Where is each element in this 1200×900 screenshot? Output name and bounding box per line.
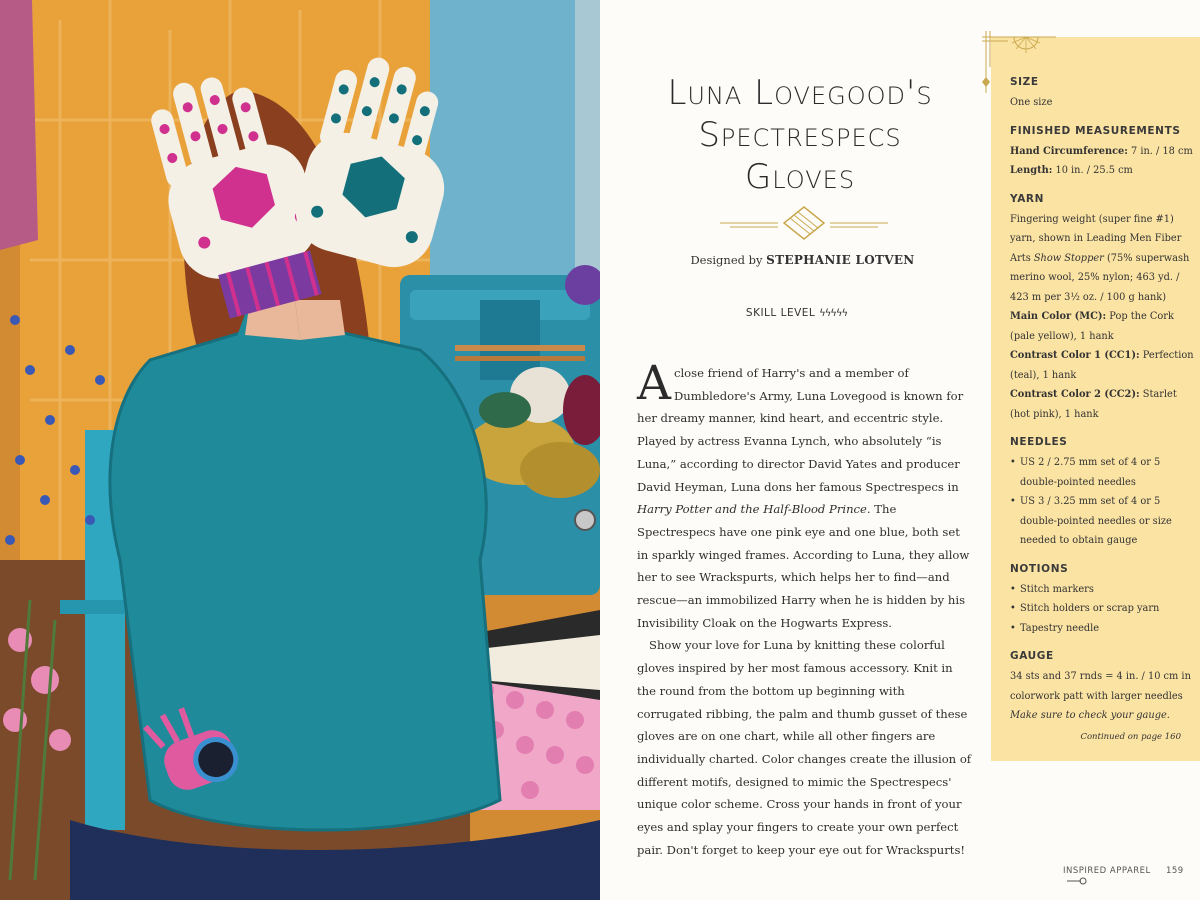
list-item: • US 2 / 2.75 mm set of 4 or 5 double-pointed needles — [1010, 453, 1195, 492]
gauge-note — [1010, 706, 1195, 726]
skill-label: SKILL LEVEL — [745, 307, 816, 319]
hand-circumference — [1010, 142, 1195, 162]
yarn-section — [1010, 193, 1195, 425]
yarn-product: Show Stopper — [1033, 252, 1104, 264]
list-item: • Stitch markers — [1010, 580, 1195, 600]
hand-value: 7 in. / 18 cm — [1127, 145, 1193, 157]
designer-prefix: Designed by — [690, 253, 763, 267]
title-ornament — [720, 205, 888, 241]
needles-heading: NEEDLES — [1010, 436, 1068, 448]
length-value: 10 in. / 25.5 cm — [1052, 165, 1133, 176]
main-color — [1010, 307, 1195, 346]
measurements-heading: FINISHED MEASUREMENTS — [1010, 124, 1181, 137]
intro-p1-text-a: close friend of Harry's and a member of Dumbledore's Army, Luna Lovegood is known for her dreamy manner, kind heart, and eccentric style. Played by actress Evanna Lynch, who absolutely “is Luna,” according to director David Yates and producer David Heyman, Luna dons her famous Spectrespecs in — [637, 366, 964, 494]
yarn-heading: YARN — [1010, 192, 1044, 205]
notions-section — [1010, 563, 1195, 639]
title-line-3: Gloves — [744, 157, 856, 197]
yarn-description — [1010, 210, 1195, 308]
gauge-note-text: Make sure to check your gauge. — [1010, 710, 1170, 721]
size-heading: SIZE — [1010, 76, 1039, 88]
cc2-value: Starlet (hot pink), 1 hank — [1010, 389, 1177, 420]
length-label: Length: — [1010, 165, 1053, 176]
page-footer — [1063, 866, 1200, 887]
measurements-section — [1010, 125, 1195, 181]
notions-list — [1010, 580, 1195, 639]
title-line-1: Luna Lovegood's — [667, 73, 933, 113]
gauge-heading: GAUGE — [1010, 650, 1054, 662]
yarn-text-a: Fingering weight (super fine #1) yarn, shown in Leading Men Fiber Arts — [1010, 213, 1182, 264]
intro-paragraph-2: Show your love for Luna by knitting these colorful gloves inspired by her most famous accessory. Knit in the round from the bottom up beginning with corrugated ribbing, the palm and thumb gusset of these gloves are on one chart, while all other fingers are individually charted. Color changes create the illusion of different motifs, designed to mimic the Spectrespecs' unique color scheme. Cross your hands in front of your eyes and splay your fingers to create your own perfect pair. Don't forget to keep your eye out for Wrackspurts! — [637, 638, 972, 857]
gauge-value: 34 sts and 37 rnds = 4 in. / 10 cm in colorwork patt with larger needles — [1010, 671, 1191, 702]
notions-heading: NOTIONS — [1010, 562, 1069, 575]
contrast-color-1 — [1010, 346, 1195, 385]
cc1-label: Contrast Color 1 (CC1): — [1010, 350, 1140, 361]
list-item: • Stitch holders or scrap yarn — [1010, 599, 1195, 619]
yarn-text-b: (75% superwash merino wool, 25% nylon; 463 yd. / 423 m per 3½ oz. / 100 g hank) — [1010, 252, 1190, 303]
intro-paragraph-1 — [637, 356, 973, 634]
arrow-right-icon — [1067, 876, 1087, 886]
drop-cap: A — [637, 356, 671, 411]
size-section — [1010, 76, 1195, 113]
footer-section: INSPIRED APPAREL — [1063, 866, 1151, 876]
mc-label: Main Color (MC): — [1010, 311, 1107, 322]
pattern-title — [620, 72, 980, 198]
needles-section — [1010, 436, 1195, 551]
mc-value: Pop the Cork (pale yellow), 1 hank — [1010, 311, 1174, 342]
hand-label: Hand Circumference: — [1010, 145, 1128, 157]
designer-name: STEPHANIE LOTVEN — [766, 253, 915, 267]
gauge-section — [1010, 650, 1195, 742]
skill-level — [620, 307, 973, 319]
cc2-label: Contrast Color 2 (CC2): — [1010, 389, 1140, 400]
sidebar-content — [1010, 76, 1195, 754]
cc1-value: Perfection (teal), 1 hank — [1010, 350, 1194, 381]
lightning-bolt-icon: ϟϟϟϟϟ — [819, 308, 848, 319]
list-item: • Tapestry needle — [1010, 619, 1195, 639]
intro-text — [637, 356, 973, 861]
title-line-2: Spectrespecs — [698, 115, 902, 155]
continued-note: Continued on page 160 — [1080, 731, 1181, 742]
size-value: One size — [1010, 97, 1053, 108]
intro-p1-text-b: . The Spectrespecs have one pink eye and one blue, both set in sparkly winged frames. According to Luna, they allow her to see Wrackspurts, which helps her to find—and rescue—an immobilized Harry when he is hidden by his Invisibility Cloak on the Hogwarts Express. — [637, 502, 970, 630]
designer-credit — [620, 253, 985, 267]
film-title: Harry Potter and the Half-Blood Prince — [637, 502, 867, 517]
page-number: 159 — [1165, 866, 1184, 876]
contrast-color-2 — [1010, 385, 1195, 424]
length — [1010, 161, 1195, 181]
list-item: • US 3 / 3.25 mm set of 4 or 5 double-pointed needles or size needed to obtain gauge — [1010, 492, 1195, 551]
needles-list — [1010, 453, 1195, 551]
